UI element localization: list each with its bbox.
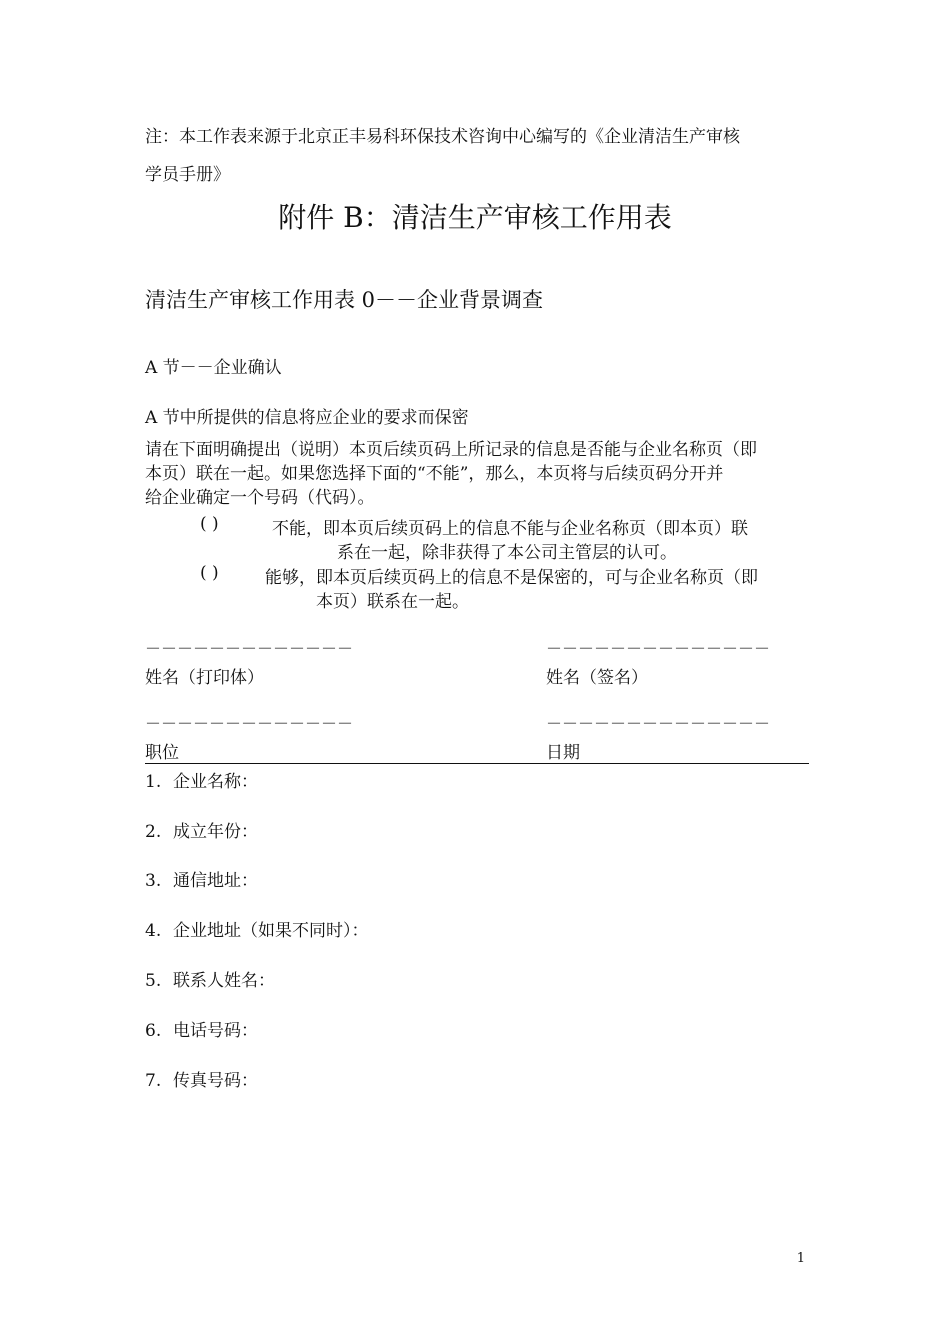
- field-number: 6.: [145, 1021, 162, 1041]
- field-mailing-address[interactable]: [145, 866, 258, 891]
- source-note-line-2: 学员手册》: [145, 165, 230, 185]
- field-number: 1.: [145, 772, 162, 792]
- page-title-text: 附件 B：清洁生产审核工作用表: [278, 201, 672, 234]
- page-title: [0, 196, 950, 236]
- field-phone-number[interactable]: [145, 1016, 258, 1041]
- field-label: 传真号码：: [173, 1071, 258, 1091]
- field-number: 7.: [145, 1071, 162, 1091]
- confidential-note: A 节中所提供的信息将应企业的要求而保密: [145, 408, 469, 428]
- name-print-label: 姓名（打印体）: [145, 668, 264, 688]
- field-number: 5.: [145, 971, 162, 991]
- field-label: 通信地址：: [173, 871, 258, 891]
- name-sign-blank[interactable]: －－－－－－－－－－－－－－: [546, 639, 771, 658]
- field-label: 联系人姓名：: [173, 971, 275, 991]
- date-blank[interactable]: －－－－－－－－－－－－－－: [546, 714, 771, 733]
- name-print-blank[interactable]: －－－－－－－－－－－－－: [145, 639, 354, 658]
- field-founding-year[interactable]: [145, 817, 258, 842]
- name-sign-label: 姓名（签名）: [546, 668, 648, 688]
- option-cannot-text-line-2: 系在一起，除非获得了本公司主管层的认可。: [337, 543, 677, 563]
- instruction-line-2: 本页）联在一起。如果您选择下面的“不能”，那么，本页将与后续页码分开并: [145, 464, 724, 484]
- field-number: 2.: [145, 822, 162, 842]
- page-number: 1: [796, 1251, 805, 1266]
- date-label: 日期: [546, 743, 580, 763]
- position-label: 职位: [145, 743, 179, 763]
- section-divider: [145, 763, 809, 764]
- instruction-line-1: 请在下面明确提出（说明）本页后续页码上所记录的信息是否能与企业名称页（即: [145, 440, 757, 460]
- field-number: 4.: [145, 921, 162, 941]
- option-can-text-line-1: 能够，即本页后续页码上的信息不是保密的，可与企业名称页（即: [265, 568, 758, 588]
- field-label: 企业地址（如果不同时）：: [173, 921, 369, 941]
- option-can-checkbox[interactable]: ( ): [200, 563, 219, 583]
- field-company-name[interactable]: [145, 767, 258, 792]
- option-cannot-checkbox[interactable]: ( ): [200, 514, 219, 534]
- option-cannot-text-line-1: 不能，即本页后续页码上的信息不能与企业名称页（即本页）联: [272, 519, 748, 539]
- field-contact-name[interactable]: [145, 966, 275, 991]
- worksheet-title: 清洁生产审核工作用表 0－－企业背景调查: [145, 288, 544, 312]
- field-fax-number[interactable]: [145, 1066, 258, 1091]
- field-label: 成立年份：: [173, 822, 258, 842]
- section-heading: A 节－－企业确认: [145, 358, 282, 378]
- source-note-line-1: 注：本工作表来源于北京正丰易科环保技术咨询中心编写的《企业清洁生产审核: [145, 127, 740, 147]
- option-can-text-line-2: 本页）联系在一起。: [316, 592, 469, 612]
- field-company-address[interactable]: [145, 916, 369, 941]
- field-label: 企业名称：: [173, 772, 258, 792]
- field-number: 3.: [145, 871, 162, 891]
- field-label: 电话号码：: [173, 1021, 258, 1041]
- position-blank[interactable]: －－－－－－－－－－－－－: [145, 714, 354, 733]
- instruction-line-3: 给企业确定一个号码（代码）。: [145, 488, 375, 508]
